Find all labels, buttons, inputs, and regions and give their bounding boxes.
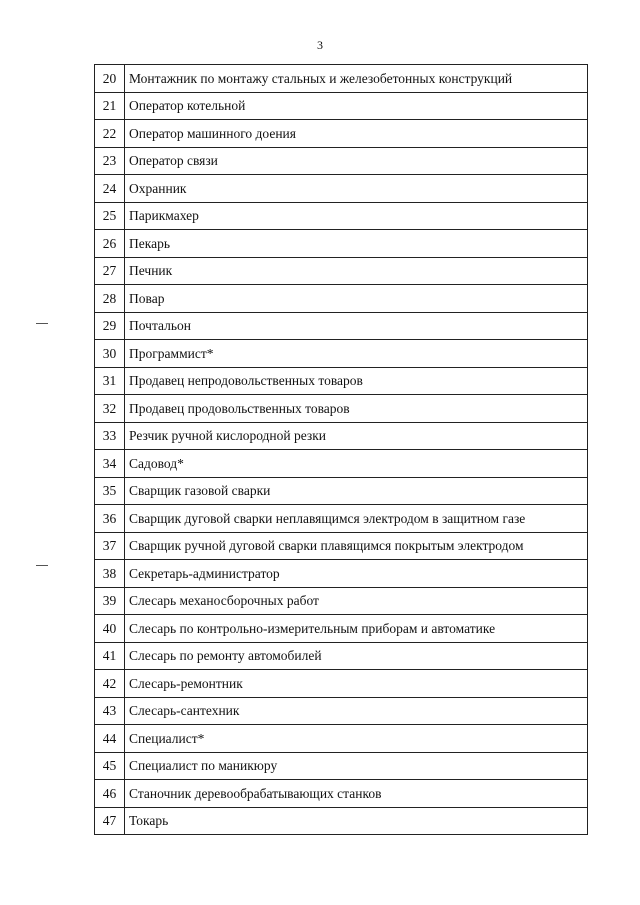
profession-name: Продавец непродовольственных товаров bbox=[125, 367, 588, 395]
profession-name: Парикмахер bbox=[125, 202, 588, 230]
table-row bbox=[95, 780, 588, 808]
row-number: 39 bbox=[95, 587, 125, 615]
row-number: 25 bbox=[95, 202, 125, 230]
table-row bbox=[95, 312, 588, 340]
row-number: 36 bbox=[95, 505, 125, 533]
row-number: 27 bbox=[95, 257, 125, 285]
profession-name: Сварщик газовой сварки bbox=[125, 477, 588, 505]
row-number: 30 bbox=[95, 340, 125, 368]
row-number: 24 bbox=[95, 175, 125, 203]
table-row bbox=[95, 367, 588, 395]
profession-name: Слесарь по ремонту автомобилей bbox=[125, 642, 588, 670]
table-row bbox=[95, 147, 588, 175]
profession-name: Садовод* bbox=[125, 450, 588, 478]
row-number: 38 bbox=[95, 560, 125, 588]
row-number: 29 bbox=[95, 312, 125, 340]
row-number: 42 bbox=[95, 670, 125, 698]
row-number: 37 bbox=[95, 532, 125, 560]
row-number: 41 bbox=[95, 642, 125, 670]
row-number: 40 bbox=[95, 615, 125, 643]
table-row bbox=[95, 752, 588, 780]
table-row bbox=[95, 642, 588, 670]
table-row bbox=[95, 477, 588, 505]
margin-mark bbox=[36, 323, 48, 324]
row-number: 32 bbox=[95, 395, 125, 423]
profession-name: Сварщик ручной дуговой сварки плавящимся покрытым электродом bbox=[125, 532, 588, 560]
profession-name: Специалист* bbox=[125, 725, 588, 753]
row-number: 35 bbox=[95, 477, 125, 505]
profession-table bbox=[94, 64, 588, 835]
profession-name: Слесарь по контрольно-измерительным приборам и автоматике bbox=[125, 615, 588, 643]
profession-name: Программист* bbox=[125, 340, 588, 368]
profession-name: Резчик ручной кислородной резки bbox=[125, 422, 588, 450]
profession-name: Оператор машинного доения bbox=[125, 120, 588, 148]
profession-name: Слесарь-ремонтник bbox=[125, 670, 588, 698]
row-number: 23 bbox=[95, 147, 125, 175]
table-row bbox=[95, 587, 588, 615]
profession-name: Печник bbox=[125, 257, 588, 285]
row-number: 33 bbox=[95, 422, 125, 450]
profession-name: Охранник bbox=[125, 175, 588, 203]
table-row bbox=[95, 450, 588, 478]
profession-name: Токарь bbox=[125, 807, 588, 835]
row-number: 22 bbox=[95, 120, 125, 148]
row-number: 26 bbox=[95, 230, 125, 258]
table-row bbox=[95, 92, 588, 120]
table-row bbox=[95, 285, 588, 313]
profession-name: Оператор связи bbox=[125, 147, 588, 175]
profession-name: Слесарь механосборочных работ bbox=[125, 587, 588, 615]
table-row bbox=[95, 560, 588, 588]
table-row bbox=[95, 175, 588, 203]
profession-name: Почтальон bbox=[125, 312, 588, 340]
table-row bbox=[95, 670, 588, 698]
table-row bbox=[95, 807, 588, 835]
row-number: 43 bbox=[95, 697, 125, 725]
page-number: 3 bbox=[317, 38, 323, 52]
table-row bbox=[95, 340, 588, 368]
table-row bbox=[95, 202, 588, 230]
profession-name: Монтажник по монтажу стальных и железобетонных конструкций bbox=[125, 65, 588, 93]
margin-mark bbox=[36, 565, 48, 566]
row-number: 34 bbox=[95, 450, 125, 478]
profession-name: Станочник деревообрабатывающих станков bbox=[125, 780, 588, 808]
table-row bbox=[95, 257, 588, 285]
table-row bbox=[95, 725, 588, 753]
row-number: 31 bbox=[95, 367, 125, 395]
row-number: 44 bbox=[95, 725, 125, 753]
profession-name: Продавец продовольственных товаров bbox=[125, 395, 588, 423]
profession-table-body bbox=[95, 65, 588, 835]
table-row bbox=[95, 395, 588, 423]
profession-name: Сварщик дуговой сварки неплавящимся электродом в защитном газе bbox=[125, 505, 588, 533]
table-row bbox=[95, 615, 588, 643]
table-row bbox=[95, 65, 588, 93]
row-number: 28 bbox=[95, 285, 125, 313]
table-row bbox=[95, 120, 588, 148]
table-row bbox=[95, 230, 588, 258]
profession-name: Слесарь-сантехник bbox=[125, 697, 588, 725]
table-row bbox=[95, 532, 588, 560]
profession-name: Оператор котельной bbox=[125, 92, 588, 120]
profession-name: Специалист по маникюру bbox=[125, 752, 588, 780]
table-row bbox=[95, 422, 588, 450]
table-row bbox=[95, 697, 588, 725]
row-number: 45 bbox=[95, 752, 125, 780]
profession-name: Повар bbox=[125, 285, 588, 313]
profession-name: Пекарь bbox=[125, 230, 588, 258]
row-number: 46 bbox=[95, 780, 125, 808]
row-number: 47 bbox=[95, 807, 125, 835]
profession-name: Секретарь-администратор bbox=[125, 560, 588, 588]
row-number: 21 bbox=[95, 92, 125, 120]
table-row bbox=[95, 505, 588, 533]
row-number: 20 bbox=[95, 65, 125, 93]
